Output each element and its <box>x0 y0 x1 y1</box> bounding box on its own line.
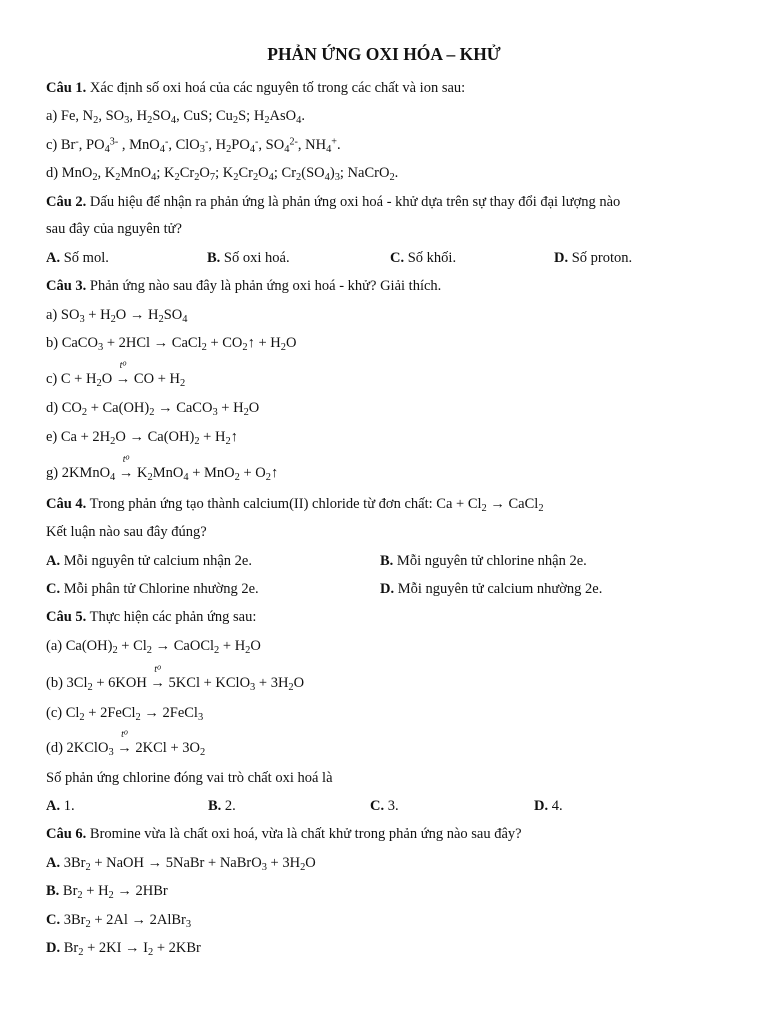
q3-reaction-b: b) CaCO$_3$ + 2HCl → CaCl$_2$ + $CO_2↑ + H_2O$ <box>46 335 297 354</box>
q2-option-c[interactable]: C. Số khối. <box>390 250 457 266</box>
q6-option-d[interactable]: D. $Br_2 + 2KI \to I_2 + 2KBr$ <box>46 940 201 959</box>
question-4 <box>46 496 544 513</box>
q3-reaction-e: e) $Ca + 2H_2O \to Ca(OH)_2$ + $H_2↑$ <box>46 429 238 448</box>
question-2-label: Câu 2. <box>46 194 87 210</box>
q1-list-d: d) MnO$_2$, $K_2MnO_4$; $K_2Cr_2O_7$; $K_2Cr_2O_4$; $Cr_2(SO_4)_3$; NaCrO$_2$. <box>46 165 399 184</box>
question-5-ask: Số phản ứng chlorine đóng vai trò chất oxi hoá là <box>46 770 333 786</box>
question-1-label: Câu 1. <box>46 80 87 96</box>
question-3-label: Câu 3. <box>46 278 87 294</box>
q4-option-d[interactable]: D. Mỗi nguyên tử calcium nhường 2e. <box>380 581 603 597</box>
q5-reaction-d: (d) 2KClO$_3$ $t^o$ → $2KCl + 3O_2$ <box>46 727 206 759</box>
question-2 <box>46 194 620 211</box>
q2-options <box>0 250 768 270</box>
q6-option-a[interactable]: A. $3Br_2$ + NaOH → 5NaBr + NaBrO$_3$ + $3H_2O$ <box>46 855 316 874</box>
question-6 <box>46 826 522 843</box>
q4-option-a[interactable]: A. Mỗi nguyên tử calcium nhận 2e. <box>46 553 252 569</box>
q6-option-c[interactable]: C. $3Br_2 + 2Al$ → 2AlBr$_3$ <box>46 912 192 931</box>
q2-option-b[interactable]: B. Số oxi hoá. <box>207 250 290 266</box>
question-2-cont: sau đây của nguyên tử? <box>46 221 182 237</box>
question-4-text: Trong phản ứng tạo thành calcium(II) chloride từ đơn chất: <box>89 496 433 512</box>
q5-reaction-a: (a) $Ca(OH)_2 + Cl_2$ → CaOCl$_2$ + $H_2O$ <box>46 638 261 657</box>
q4-option-c[interactable]: C. Mỗi phân tử Chlorine nhường 2e. <box>46 581 259 597</box>
q3-reaction-a: a) $SO_3 + H_2O \to H_2SO_4$ <box>46 307 188 326</box>
q4-options-row1 <box>0 553 768 573</box>
q3-reaction-g: g) 2KMnO$_4$ $t^o$ → $K_2MnO_4 + MnO_2$ + $O_2↑$ <box>46 452 279 484</box>
question-3-text: Phản ứng nào sau đây là phản ứng oxi hoá - khử? Giải thích. <box>89 278 442 294</box>
question-4-label: Câu 4. <box>46 496 87 512</box>
question-5-label: Câu 5. <box>46 609 87 625</box>
q3-reaction-d: d) $CO_2 + Ca(OH)_2$ → CaCO$_3$ + $H_2O$ <box>46 400 260 419</box>
q5-option-a[interactable]: A. 1. <box>46 798 75 814</box>
question-6-text: Bromine vừa là chất oxi hoá, vừa là chất khử trong phản ứng nào sau đây? <box>89 826 522 842</box>
question-6-label: Câu 6. <box>46 826 87 842</box>
q5-reaction-b: (b) $3Cl_2 + 6KOH$ $t^o$ → 5KCl + KClO$_3$ + $3H_2O$ <box>46 662 305 694</box>
q6-option-b[interactable]: B. $Br_2 + H_2 \to 2HBr$ <box>46 883 168 902</box>
question-1 <box>46 80 465 97</box>
q5-option-d[interactable]: D. 4. <box>534 798 563 814</box>
q2-option-d[interactable]: D. Số proton. <box>554 250 633 266</box>
q2-option-a[interactable]: A. Số mol. <box>46 250 109 266</box>
question-5-text: Thực hiện các phản ứng sau: <box>89 609 257 625</box>
q5-option-c[interactable]: C. 3. <box>370 798 399 814</box>
q3-reaction-c: c) $C + H_2O$ $t^o$ → CO + $H_2$ <box>46 358 186 390</box>
q1-list-c: c) Br-, $PO_4^{3-}$ , MnO$_4$-, ClO$_3$-, $H_2PO_4^-$, $SO_4^{2-}$, $NH_4^+$. <box>46 136 341 156</box>
question-2-text: Dấu hiệu để nhận ra phản ứng là phản ứng oxi hoá - khử dựa trên sự thay đổi đại lượng nào <box>89 194 621 210</box>
q4-options-row2 <box>0 581 768 601</box>
q5-option-b[interactable]: B. 2. <box>208 798 236 814</box>
question-1-text: Xác định số oxi hoá của các nguyên tố trong các chất và ion sau: <box>89 80 466 96</box>
q5-reaction-c: (c) $Cl_2$ + 2FeCl$_2$ → 2FeCl$_3$ <box>46 705 204 724</box>
q5-options <box>0 798 768 818</box>
question-3 <box>46 278 441 295</box>
question-4-ask: Kết luận nào sau đây đúng? <box>46 524 207 540</box>
q1-list-a: a) Fe, $N_2$, $SO_3$, $H_2SO_4$, CuS; $Cu_2S$; $H_2AsO_4$. <box>46 108 305 127</box>
q4-option-b[interactable]: B. Mỗi nguyên tử chlorine nhận 2e. <box>380 553 587 569</box>
q4-reaction: $Ca + Cl_2$ → CaCl$_2$ <box>436 496 544 515</box>
question-5 <box>46 609 256 626</box>
page-title: PHẢN ỨNG OXI HÓA – KHỬ <box>267 44 501 64</box>
